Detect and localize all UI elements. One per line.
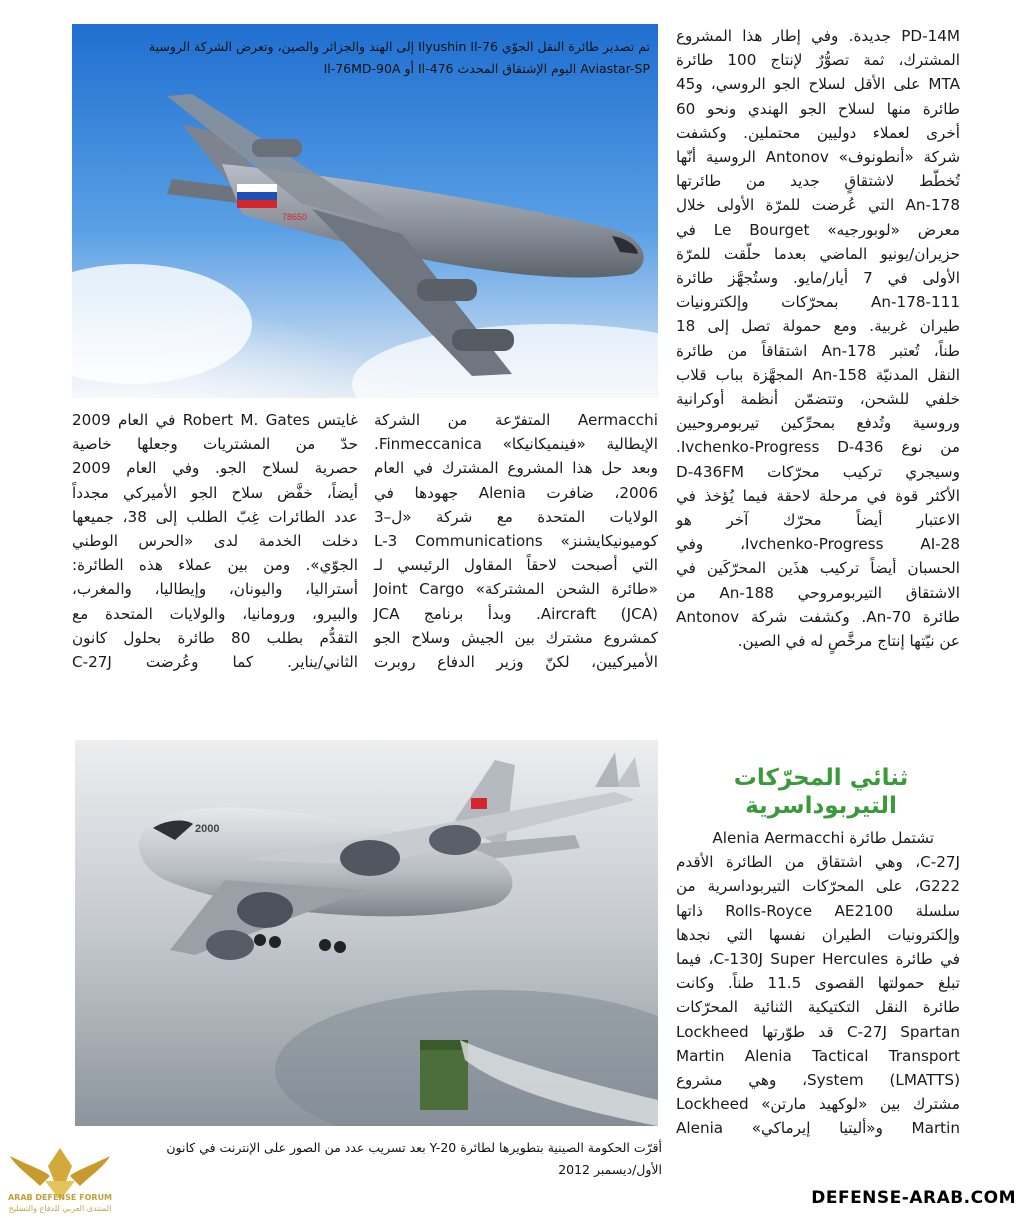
text-line: An-178-111 بمحرّكات وإلكترونيات [676, 293, 960, 312]
text-line: الحسبان أيضاً تركيب هذَين المحرّكَين في [676, 559, 960, 578]
text-line: خلفي للشحن، وتتضمّن أنظمة أوكرانية [676, 390, 960, 409]
text-line: معرض «لوبورجيه» Le Bourget في [676, 220, 960, 239]
text-line: تبلغ حمولتها القصوى 11.5 طناً. وكانت [676, 974, 960, 993]
forum-name-arabic: المنتدى العربي للدفاع والتسليح [8, 1204, 112, 1213]
text-line: C-27J Spartan قد طوّرتها Lockheed [676, 1022, 960, 1041]
text-line: An-178 التي عُرضت للمرّة الأولى خلال [676, 196, 960, 215]
text-line: وإلكترونيات الطيران نفسها التي نجدها [676, 925, 960, 944]
text-line: MTA على الأقل لسلاح الجو الروسي، و45 [676, 75, 960, 94]
text-line: طائرة النقل التكتيكية الثنائية المحرّكات [676, 998, 960, 1017]
text-line: الولايات المتحدة مع شركة «ل–3 [374, 507, 658, 526]
article-column-right [676, 24, 960, 653]
text-line: طائرة An-70. وكشفت شركة Antonov [676, 607, 961, 626]
text-line: النقل المدنيّة An-158 المجهَّزة بباب قلاب [676, 365, 961, 384]
text-line: 2006، ضافرت Alenia جهودها في [374, 483, 658, 502]
aircraft2-serial: 2000 [195, 823, 220, 835]
text-line: التي أصبحت لاحقاً المقاول الرئيسي لـ [374, 556, 658, 575]
site-url: DEFENSE-ARAB.COM [811, 1188, 1016, 1208]
forum-name: ARAB DEFENSE FORUM [7, 1193, 113, 1202]
aircraft-serial: 78650 [282, 212, 308, 222]
text-line: C-27J، وهي اشتقاق من الطائرة الأقدم [676, 853, 960, 872]
text-line: الأكثر قوة في مرحلة لاحقة فيما يُؤخذ في [676, 486, 960, 505]
text-line: System (LMATTS)، وهي مشروع [676, 1071, 960, 1090]
text-line: حزيران/يونيو الماضي بعدما حلّقت للمرّة [676, 244, 960, 263]
text-line: من نوع Ivchenko-Progress D-436. [676, 438, 960, 457]
text-line: أيضاً، خفَّض سلاح الجو الأميركي مجدداً [72, 483, 358, 502]
text-line: حصرية لسلاح الجو. وفي العام 2009 [72, 459, 358, 478]
text-line: التقدُّم بطلب 80 طائرة بحلول كانون [72, 628, 358, 647]
heading-line: ثنائي المحرّكات [733, 765, 909, 791]
text-line: كمشروع مشترك بين الجيش وسلاح الجو [374, 628, 658, 647]
caption-line: أقرّت الحكومة الصينية بتطويرها لطائرة Y-20 بعد تسريب عدد من الصور على الإنترنت في كانون [166, 1140, 662, 1155]
text-line: Martin Alenia Tactical Transport [676, 1046, 960, 1065]
text-line: تُخطّط لاشتقاقٍ جديد من طائرتها [676, 172, 960, 191]
photo-il76 [72, 24, 658, 398]
photo-y20 [75, 740, 658, 1126]
text-line: كوميونيكايشنز» L-3 Communications [374, 532, 658, 551]
text-line: «طائرة الشحن المشتركة» Joint Cargo [374, 580, 658, 599]
text-line: في طائرة C-130J Super Hercules، فيما [676, 950, 960, 969]
text-line: والبيرو، ورومانيا، والولايات المتحدة مع [72, 604, 358, 623]
text-line: المشترك، ثمة تصوُّرٌ لإنتاج 100 طائرة [676, 51, 961, 70]
text-line: الثاني/يناير. كما وعُرضت C-27J [72, 653, 358, 672]
article-column-middle [374, 408, 658, 674]
text-line: الاشتقاق التيربومروحي An-188 من [676, 583, 960, 602]
text-line: وسيجري تركيب محرّكات D-436FM [676, 462, 960, 481]
text-line: الإيطالية «فينميكانيكا» Finmeccanica. [374, 435, 658, 454]
text-line: وروسية وتُدفع بمحرِّكين تيربومروحيين [676, 414, 960, 433]
text-line: سلسلة Rolls-Royce AE2100 ذاتها [676, 901, 960, 920]
text-line: طائرة منها لسلاح الجو الهندي ونحو 60 [676, 99, 960, 118]
caption-line: الأول/ديسمبر 2012 [558, 1162, 662, 1177]
text-line: الجوّي». ومن بين عملاء هذه الطائرة: [72, 556, 358, 575]
text-line: الاعتبار أيضاً محرّك آخر هو [676, 511, 960, 530]
text-line: عن نيّتها إنتاج مرخَّصٍ له في الصين. [737, 632, 960, 651]
text-line: Aermacchi المتفرّعة من الشركة [374, 411, 658, 429]
article-column-right-lower [676, 826, 960, 1141]
photo-top-caption [78, 36, 650, 80]
text-line: غايتس Robert M. Gates في العام 2009 [72, 411, 358, 429]
text-line: الأولى في 7 أيار/مايو. وستُجهَّز طائرة [676, 269, 960, 288]
text-line: G222، على المحرّكات التيربوداسرية من [676, 877, 960, 896]
section-heading [676, 764, 966, 820]
photo-watermark-logo [585, 742, 655, 802]
text-line: طناً، تُعتبر An-178 اشتقاقاً من طائرة [676, 341, 960, 360]
text-line: أخرى لعملاء دوليين محتملين. وكشفت [676, 123, 960, 142]
text-line: طيران غربية. ومع حمولة تصل إلى 18 [676, 317, 960, 336]
y20-aircraft-illustration [75, 740, 658, 1126]
photo-bottom-caption [76, 1137, 662, 1181]
il76-aircraft-illustration [72, 24, 658, 398]
text-line: Martin و«أليتيا إيرماكي» Alenia [676, 1119, 960, 1138]
caption-line: Aviastar-SP اليوم الإشتقاق المحدث Il-476 أو Il-76MD-90A [323, 61, 650, 76]
text-line: وبعد حل هذا المشروع المشترك في العام [374, 459, 658, 478]
heading-line: التيربوداسرية [745, 793, 897, 819]
text-line: دخلت الخدمة لدى «الحرس الوطني [72, 532, 358, 551]
text-line: عدد الطائرات غِبّ الطلب إلى 38، جميعها [72, 507, 358, 526]
text-line: حدّ من المشتريات وجعلها خاصية [72, 435, 358, 454]
text-line: تشتمل طائرة Alenia Aermacchi [712, 829, 934, 847]
text-line: Aircraft (JCA). وبدأ برنامج JCA [374, 604, 658, 623]
text-line: مشترك بين «لوكهيد مارتن» Lockheed [676, 1095, 960, 1114]
text-line: أستراليا، واليونان، وإيطاليا، والمغرب، [72, 580, 358, 599]
text-line: Ivchenko-Progress AI-28، وفي [676, 535, 960, 554]
text-line: PD-14M جديدة. وفي إطار هذا المشروع [676, 27, 960, 45]
caption-line: تم تصدير طائرة النقل الجوّي Ilyushin Il-76 إلى الهند والجزائر والصين، وتعرض الشركة الروسية [148, 39, 650, 54]
text-line: الأميركيين، لكنّ وزير الدفاع روبرت [374, 653, 658, 672]
text-line: شركة «أنطونوف» Antonov الروسية أنّها [676, 148, 960, 167]
article-column-left [72, 408, 358, 674]
